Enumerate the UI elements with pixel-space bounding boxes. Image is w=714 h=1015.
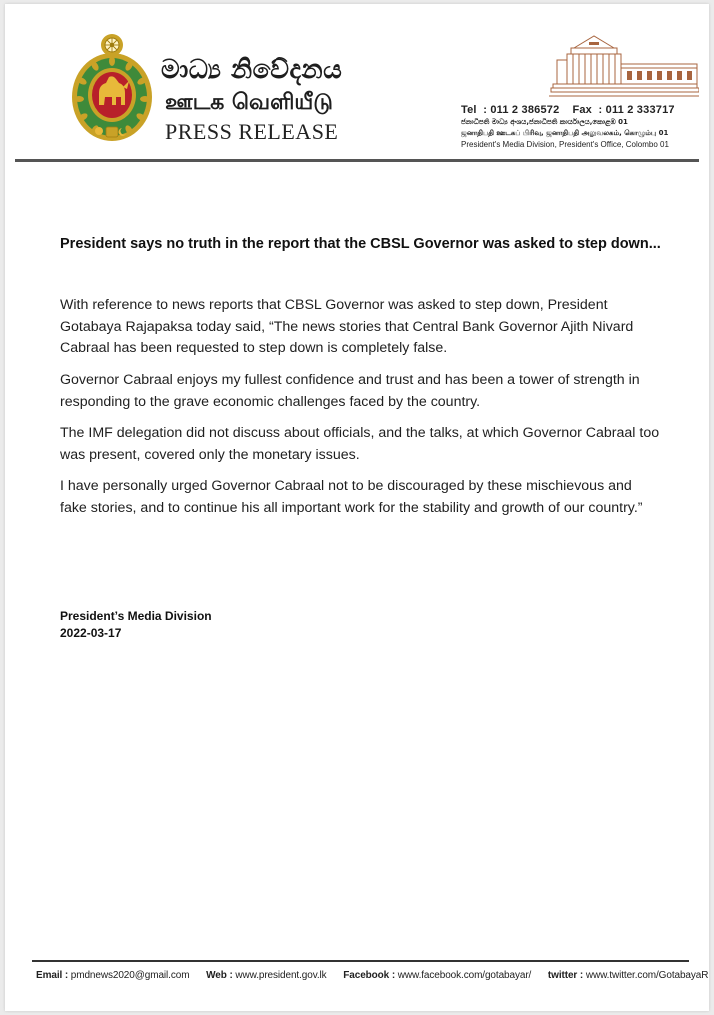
presidential-secretariat-building-icon — [549, 30, 699, 102]
footer-facebook-label: Facebook : — [343, 970, 396, 981]
footer-twitter — [548, 970, 708, 981]
footer-twitter-label: twitter : — [547, 970, 584, 981]
tel-label: Tel — [461, 104, 477, 116]
dharma-wheel-icon — [101, 34, 123, 56]
footer-web-label: Web : — [206, 970, 233, 981]
paragraph-3: The IMF delegation did not discuss about officials, and the talks, at which Governor Cabraal too was present, covered only the monetary issues. — [60, 425, 660, 463]
letterhead-title-english: PRESS RELEASE — [165, 119, 339, 144]
footer-contacts — [36, 970, 714, 981]
footer-email-value[interactable]: pmdnews2020@gmail.com — [70, 970, 190, 981]
letterhead-title-sinhala: මාධ්‍ය නිවේදනය — [161, 55, 343, 85]
footer-email-label: Email : — [36, 970, 69, 981]
tel-value: : 011 2 386572 — [483, 104, 560, 116]
footer-email — [36, 970, 189, 981]
signature-division: President’s Media Division — [60, 609, 212, 623]
footer-facebook — [343, 970, 531, 981]
footer-web — [206, 970, 326, 981]
release-date: 2022-03-17 — [60, 626, 122, 640]
office-address-tamil: ஜனாதிபதி ஊடகப் பிரிவு, ஜனாதிபதி அலுவலகம், கொழும்பு 01 — [461, 129, 669, 137]
office-address-sinhala: ජනාධිපති මාධ්‍ය අංශය,ජනාධිපති කාර්යාලය,කොළඹ 01 — [461, 118, 628, 126]
paragraph-1: With reference to news reports that CBSL Governor was asked to step down, President Gotabaya Rajapaksa today said, “The news stories that Central Bank Governor Ajith Nivard Cabraal has been requested to step down is completely false. — [60, 297, 634, 356]
signature-block — [60, 608, 212, 642]
paragraph-2: Governor Cabraal enjoys my fullest confidence and trust and has been a tower of strength in responding to the grave economic challenges faced by the country. — [60, 372, 640, 410]
contact-block — [461, 104, 701, 149]
release-headline: President says no truth in the report that the CBSL Governor was asked to step down... — [60, 236, 661, 252]
letterhead-title-tamil: ஊடக வெளியீடு — [165, 90, 333, 115]
footer-facebook-value[interactable]: www.facebook.com/gotabayar/ — [397, 970, 532, 981]
fax-label: Fax — [572, 104, 592, 116]
header-divider — [15, 159, 699, 162]
office-address-english: President's Media Division, President's Office, Colombo 01 — [461, 140, 669, 149]
fax-value: : 011 2 333717 — [598, 104, 675, 116]
footer-divider — [32, 960, 689, 962]
press-release-page — [5, 4, 709, 1011]
sri-lanka-emblem-icon — [69, 31, 155, 149]
footer-web-value[interactable]: www.president.gov.lk — [235, 970, 327, 981]
tel-fax-line — [461, 104, 701, 116]
paragraph-4: I have personally urged Governor Cabraal not to be discouraged by these mischievous and fake stories, and to continue his all important work for the stability and growth of our country.” — [60, 478, 643, 516]
footer-twitter-value[interactable]: www.twitter.com/GotabayaR — [585, 970, 709, 981]
